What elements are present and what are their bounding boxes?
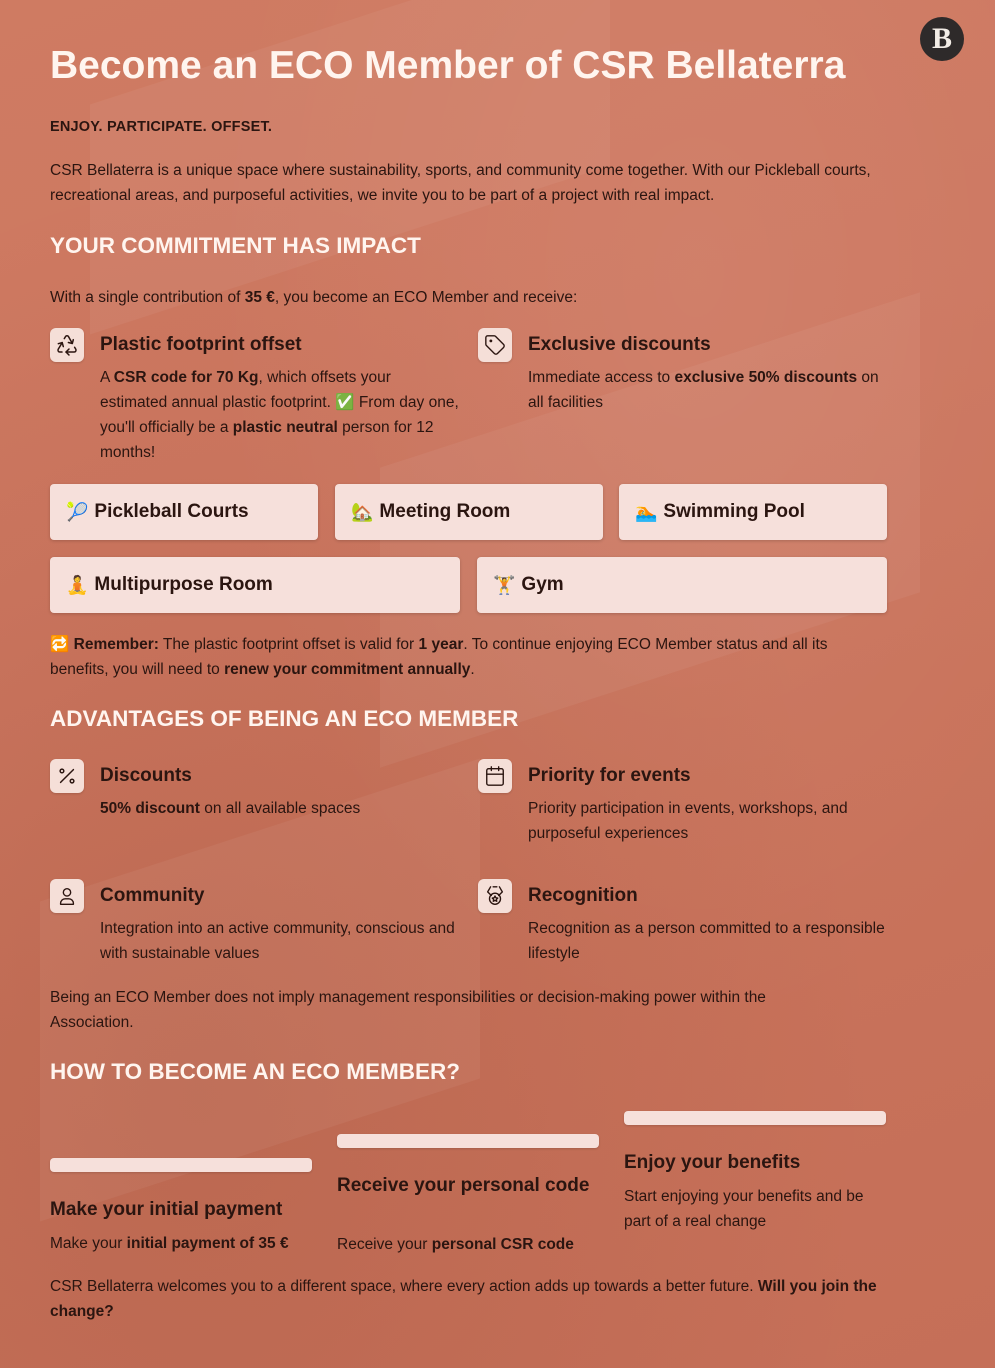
step-title: Enjoy your benefits [624,1152,801,1173]
feature-title: Exclusive discounts [528,334,711,355]
facility-pickleball-courts: 🎾 Pickleball Courts [50,484,318,540]
feature-description: Immediate access to exclusive 50% discounts on all facilities [528,369,879,411]
step-description: Receive your personal CSR code [337,1236,574,1253]
step-title: Receive your personal code [337,1175,590,1196]
facility-meeting-room: 🏡 Meeting Room [335,484,603,540]
intro-paragraph: CSR Bellaterra is a unique space where sustainability, sports, and community come together. With our Pickleball courts, recreational areas, and purposeful activities, we invite you to be part of a project with real impact. [50,162,871,204]
percent-icon [50,759,84,793]
facility-multipurpose-room: 🧘 Multipurpose Room [50,557,460,613]
recycle-icon [50,328,84,362]
advantage-title: Priority for events [528,765,691,786]
page-title: Become an ECO Member of CSR Bellaterra [50,44,846,87]
step-bar [50,1158,312,1172]
step-description: Make your initial payment of 35 € [50,1235,289,1252]
step-bar [624,1111,886,1125]
repeat-icon: 🔁 [50,636,70,653]
pickleball-icon: 🎾 [66,501,89,522]
logo-letter: B [931,22,952,55]
advantage-description: 50% discount on all available spaces [100,800,361,817]
section-title-how: HOW TO BECOME AN ECO MEMBER? [50,1059,460,1084]
step-bar [337,1134,599,1148]
medal-icon [478,879,512,913]
tagline: ENJOY. PARTICIPATE. OFFSET. [50,119,273,135]
facility-swimming-pool: 🏊 Swimming Pool [619,484,887,540]
calendar-icon [478,759,512,793]
facility-gym: 🏋 Gym [477,557,887,613]
membership-note: Being an ECO Member does not imply management responsibilities or decision-making power within the Association. [50,989,766,1031]
advantage-title: Recognition [528,885,638,906]
step-description: Start enjoying your benefits and be part of a real change [624,1188,864,1230]
feature-title: Plastic footprint offset [100,334,302,355]
swimmer-icon: 🏊 [635,501,658,522]
advantage-title: Discounts [100,765,192,786]
closing-cta: Will you join the change? [50,1278,877,1320]
weightlifter-icon: 🏋 [493,574,516,595]
yoga-icon: 🧘 [66,574,89,595]
section-title-advantages: ADVANTAGES OF BEING AN ECO MEMBER [50,706,519,731]
feature-description: A CSR code for 70 Kg, which offsets your estimated annual plastic footprint. ✅ From day one, you'll officially be a plastic neutral person for 12 months! [100,369,459,461]
advantage-description: Integration into an active community, conscious and with sustainable values [100,920,455,962]
impact-lead: With a single contribution of 35 €, you become an ECO Member and receive: [50,289,578,306]
advantage-description: Priority participation in events, workshops, and purposeful experiences [528,800,848,842]
step-title: Make your initial payment [50,1199,283,1220]
house-icon: 🏡 [351,501,374,522]
tag-icon [478,328,512,362]
advantage-description: Recognition as a person committed to a responsible lifestyle [528,920,885,962]
contribution-amount: 35 € [244,289,275,306]
user-icon [50,879,84,913]
brand-logo [920,17,964,61]
reminder-note: 🔁 Remember: The plastic footprint offset is valid for 1 year. To continue enjoying ECO Member status and all its benefits, you will need to renew your commitment annually. [50,636,828,678]
closing-paragraph: CSR Bellaterra welcomes you to a different space, where every action adds up towards a better future. Will you join the change? [50,1278,877,1320]
section-title-impact: YOUR COMMITMENT HAS IMPACT [50,233,421,258]
advantage-title: Community [100,885,205,906]
